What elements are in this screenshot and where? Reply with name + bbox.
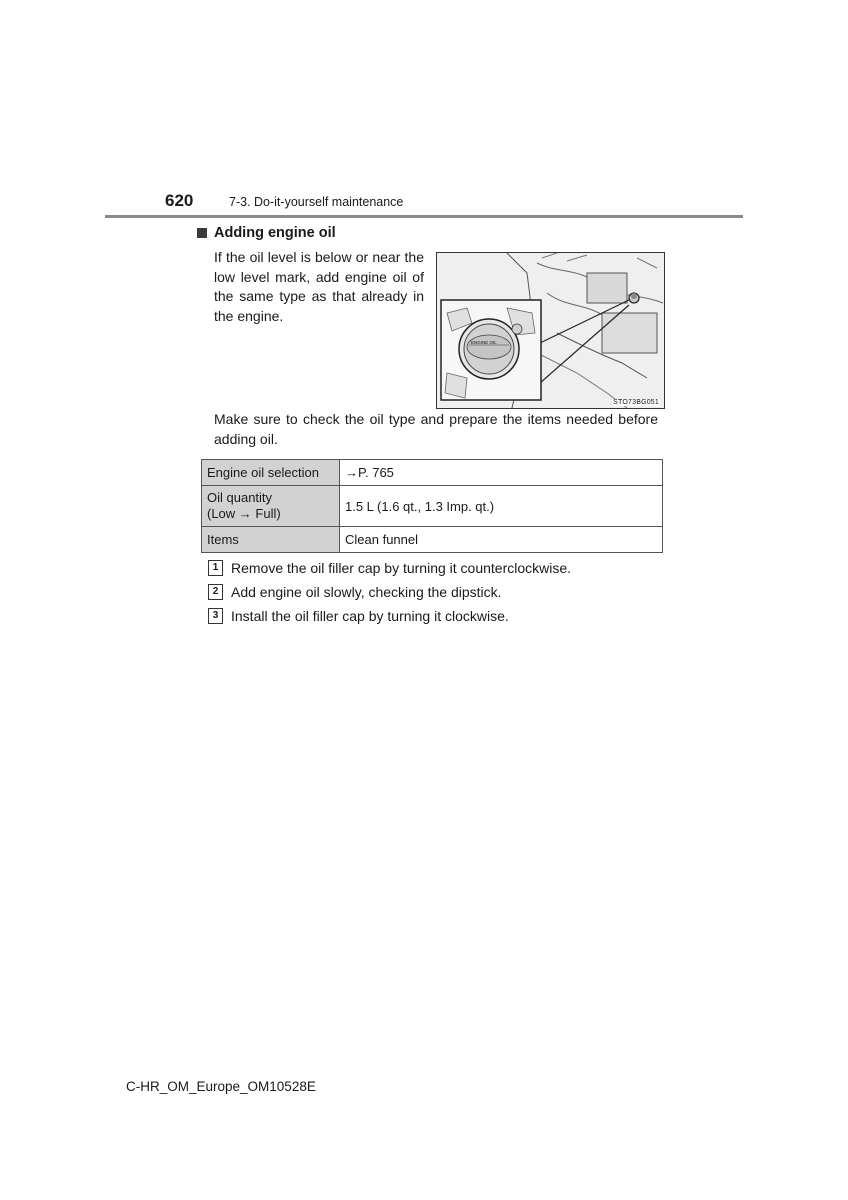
step-item	[208, 556, 668, 580]
document-footer: C-HR_OM_Europe_OM10528E	[126, 1079, 316, 1094]
subsection-heading	[197, 225, 336, 241]
step-text: Add engine oil slowly, checking the dipstick.	[231, 584, 502, 600]
label-line: Oil quantity	[207, 490, 273, 505]
procedure-steps	[208, 556, 668, 628]
table-row	[202, 527, 663, 553]
heading-text: Adding engine oil	[214, 225, 336, 241]
section-title: 7-3. Do-it-yourself maintenance	[229, 195, 404, 209]
table-cell-label	[202, 486, 340, 527]
cap-label: ENGINE OIL	[471, 340, 497, 345]
table-cell-label: Items	[202, 527, 340, 553]
engine-bay-illustration	[436, 252, 665, 409]
step-item	[208, 580, 668, 604]
step-number: 2	[208, 584, 223, 600]
table-row	[202, 460, 663, 486]
step-text: Remove the oil filler cap by turning it counterclockwise.	[231, 560, 572, 576]
oil-spec-table	[201, 459, 663, 553]
step-item	[208, 604, 668, 628]
table-cell-value: Clean funnel	[340, 527, 663, 553]
square-bullet-icon	[197, 228, 207, 238]
table-row	[202, 486, 663, 527]
step-number: 1	[208, 560, 223, 576]
step-text: Install the oil filler cap by turning it clockwise.	[231, 608, 509, 624]
figure-code: STO73BG051	[613, 399, 659, 406]
step-number: 3	[208, 608, 223, 624]
intro-paragraph: If the oil level is below or near the low level mark, add engine oil of the same type as that already in the engine.	[214, 249, 424, 324]
header-rule	[105, 215, 743, 218]
table-cell-value: 1.5 L (1.6 qt., 1.3 Imp. qt.)	[340, 486, 663, 527]
preparation-note: Make sure to check the oil type and prepare the items needed before adding oil.	[214, 411, 658, 447]
table-cell-label: Engine oil selection	[202, 460, 340, 486]
page-number: 620	[165, 191, 194, 210]
label-line: (Low → Full)	[207, 506, 281, 521]
engine-bay-drawing	[437, 253, 664, 408]
table-cell-value: →P. 765	[340, 460, 663, 486]
